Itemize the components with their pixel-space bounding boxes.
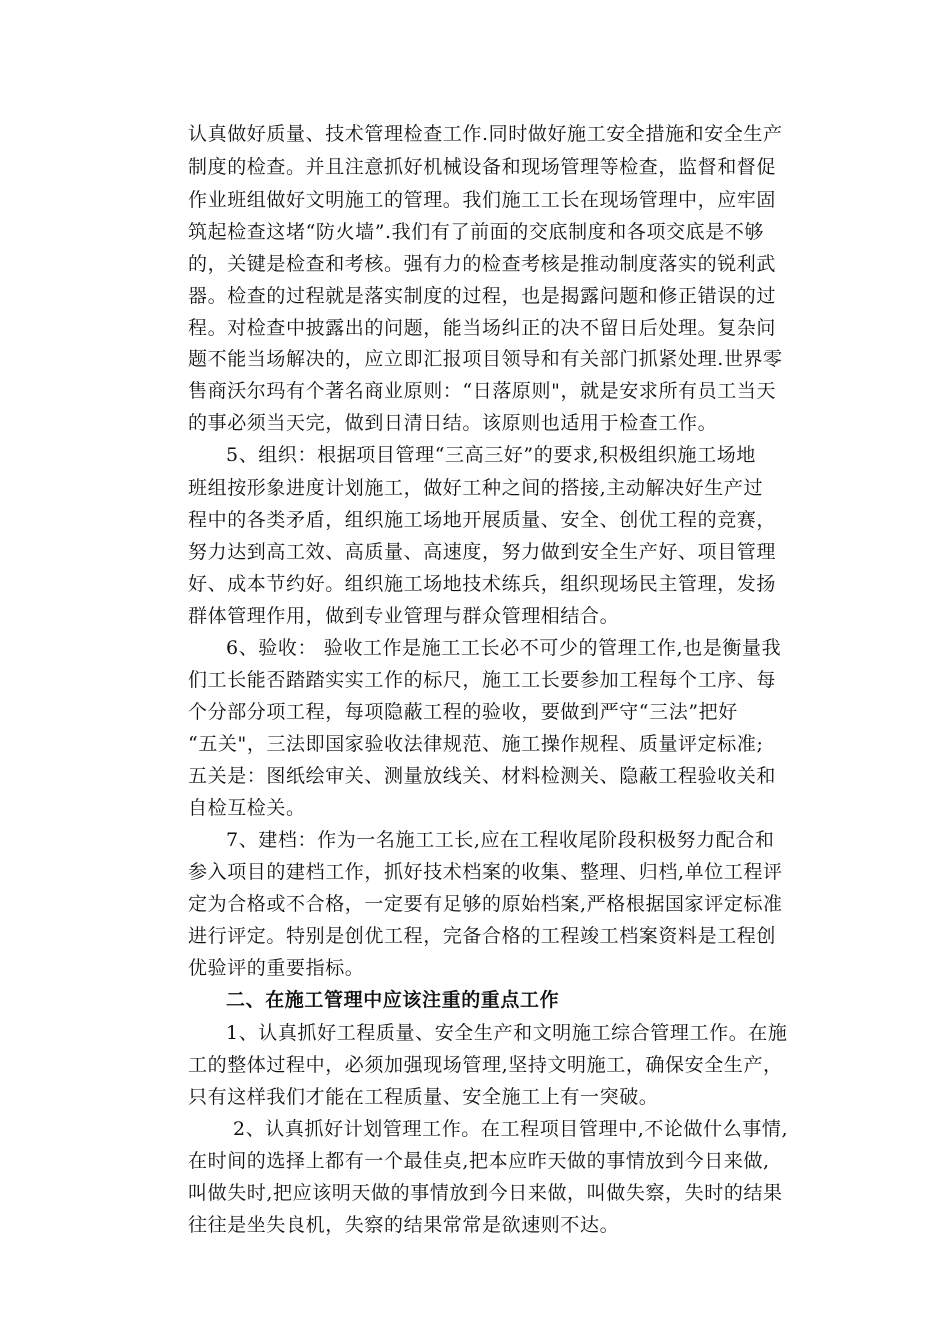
text-line: 售商沃尔玛有个著名商业原则：“日落原则"，就是安求所有员工当天: [188, 380, 777, 402]
text-line: 制度的检查。并且注意抓好机械设备和现场管理等检查，监督和督促: [188, 156, 777, 178]
text-line: 在时间的选择上都有一个最佳奌,把本应昨天做的事情放到今日来做,: [188, 1150, 770, 1172]
text-line: 程中的各类矛盾，组织施工场地开展质量、安全、创优工程的竞赛，: [188, 509, 777, 531]
text-line: 只有这样我们才能在工程质量、安全施工上有一突破。: [188, 1086, 659, 1108]
text-line: 个分部分项工程，每项隐蔽工程的验收，要做到严守“三法”把好: [188, 701, 738, 723]
text-line: 题不能当场解决的，应立即汇报项目领导和有关部门抓紧处理.世界零: [188, 348, 783, 370]
paragraph-6-acceptance: 6、验收： 验收工作是施工工长必不可少的管理工作,也是衡量我: [226, 637, 782, 659]
text-line: 往往是坐失良机，失察的结果常常是欲速则不达。: [188, 1214, 620, 1236]
text-line: 器。检查的过程就是落实制度的过程，也是揭露问题和修正错误的过: [188, 285, 777, 307]
text-line: 优验评的重要指标。: [188, 957, 365, 979]
text-line: 进行评定。特别是创优工程，完备合格的工程竣工档案资料是工程创: [188, 925, 777, 947]
paragraph-2-planning: 2、认真抓好计划管理工作。在工程项目管理中,不论做什么事情,: [233, 1118, 789, 1140]
paragraph-1-quality: 1、认真抓好工程质量、安全生产和文明施工综合管理工作。在施: [226, 1022, 788, 1044]
text-line: 们工长能否踏踏实实工作的标尺，施工工长要参加工程每个工序、每: [188, 669, 777, 691]
text-line: 定为合格或不合格，一定要有足够的原始档案,严格根据国家评定标准: [188, 893, 783, 915]
text-line: 认真做好质量、技术管理检查工作.同时做好施工安全措施和安全生产: [188, 123, 783, 145]
text-line: 工的整体过程中，必须加强现场管理,坚持文明施工，确保安全生产，: [188, 1054, 783, 1076]
text-line: 好、成本节约好。组织施工场地技术练兵，组织现场民主管理，发扬: [188, 573, 777, 595]
text-line: 的，关键是检查和考核。强有力的检查考核是推动制度落实的锐利武: [188, 253, 777, 275]
text-line: 努力达到高工效、高质量、高速度，努力做到安全生产好、项目管理: [188, 541, 777, 563]
text-line: 叫做失时,把应该明天做的事情放到今日来做，叫做失察，失时的结果: [188, 1182, 783, 1204]
text-line: 筑起检查这堵“防火墙”.我们有了前面的交底制度和各项交底是不够: [188, 221, 765, 243]
text-line: 的事必须当天完，做到日清日结。该原则也适用于检查工作。: [188, 412, 718, 434]
text-line: “五关"，三法即国家验收法律规范、施工操作规程、质量评定标准;: [188, 733, 764, 755]
text-line: 五关是：图纸绘审关、测量放线关、材料检测关、隐蔽工程验收关和: [188, 765, 777, 787]
paragraph-7-archiving: 7、建档：作为一名施工工长,应在工程收尾阶段积极努力配合和: [226, 829, 775, 851]
text-line: 自检互检关。: [188, 797, 306, 819]
text-line: 参入项目的建档工作，抓好技术档案的收集、整理、归档,单位工程评: [188, 861, 783, 883]
text-line: 程。对检查中披露出的问题，能当场纠正的决不留日后处理。复杂问: [188, 317, 777, 339]
section-heading: 二、在施工管理中应该注重的重点工作: [226, 989, 560, 1011]
text-line: 群体管理作用，做到专业管理与群众管理相结合。: [188, 605, 620, 627]
text-line: 作业班组做好文明施工的管理。我们施工工长在现场管理中，应牢固: [188, 189, 777, 211]
paragraph-5-organization: 5、组织：根据项目管理“三高三好”的要求,积极组织施工场地: [226, 444, 756, 466]
text-line: 班组按形象进度计划施工，做好工种之间的搭接,主动解决好生产过: [188, 477, 764, 499]
